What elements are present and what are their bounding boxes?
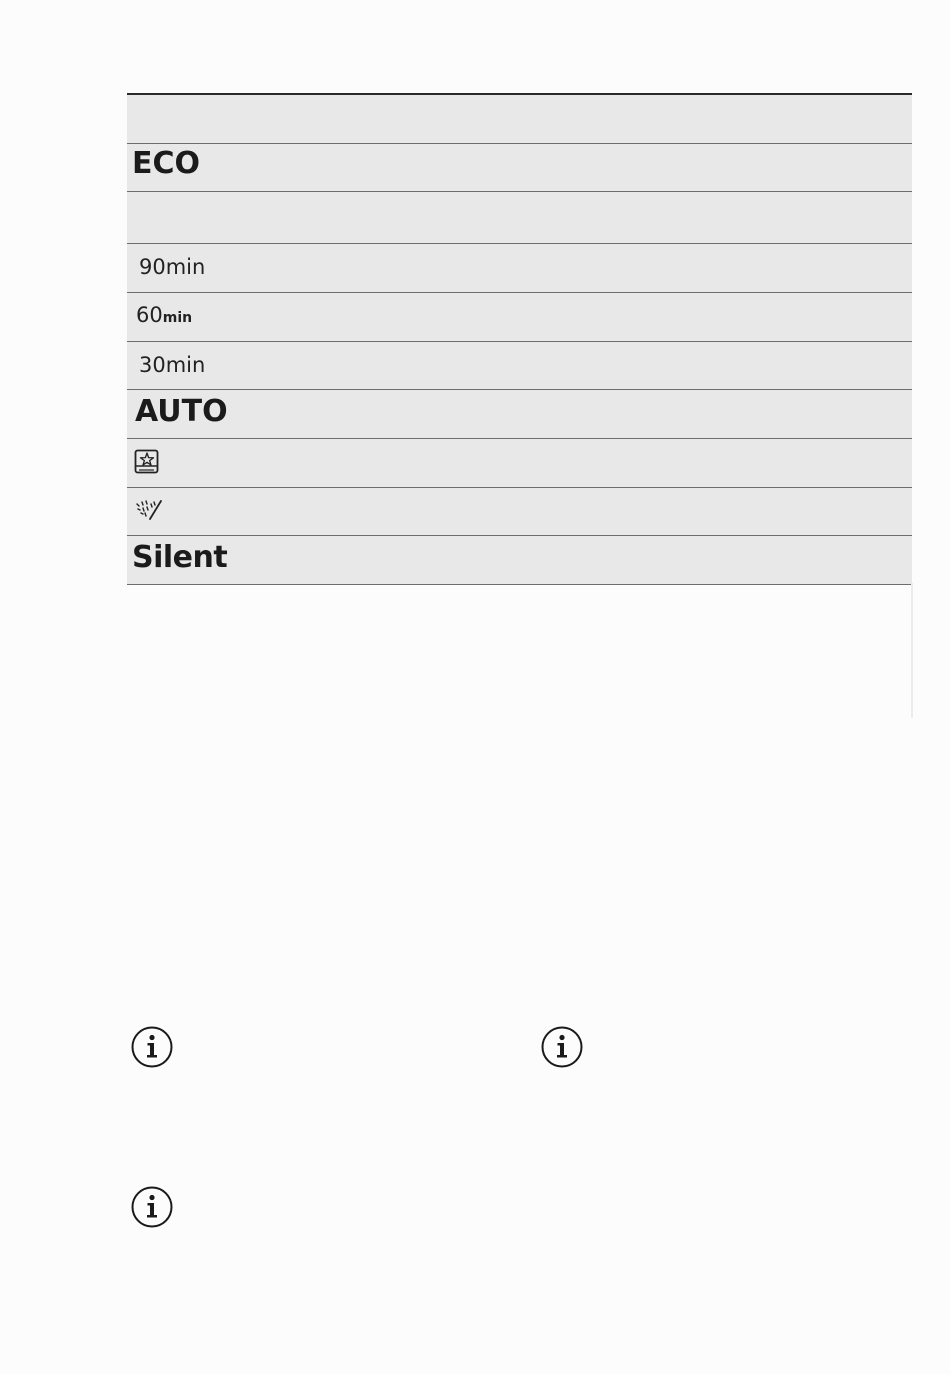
table-row-eco [127, 144, 912, 192]
glass-sparkle-icon [134, 449, 160, 475]
info-icon [131, 1186, 173, 1228]
programme-label-30min: 30min [139, 353, 206, 377]
programme-label-eco: ECO [132, 146, 201, 181]
table-row-60min [127, 293, 912, 342]
table-row-glass [127, 439, 912, 488]
programme-label-60-number: 60 [136, 303, 163, 327]
table-header-row [127, 95, 912, 144]
programme-label-60min [136, 303, 192, 327]
programme-label-60-unit: min [162, 310, 193, 326]
spray-rinse-icon [134, 498, 164, 522]
table-row-auto [127, 390, 912, 439]
info-icon [541, 1026, 583, 1068]
table-row-empty [127, 192, 912, 244]
table-row-30min [127, 342, 912, 390]
info-icon [131, 1026, 173, 1068]
table-row-rinse [127, 488, 912, 536]
programme-label-90min: 90min [139, 255, 206, 279]
programme-table [127, 93, 912, 585]
column-divider [911, 583, 913, 718]
table-row-90min [127, 244, 912, 293]
programme-label-auto: AUTO [135, 394, 228, 429]
programme-label-silent: Silent [132, 540, 228, 575]
table-row-silent [127, 536, 912, 585]
